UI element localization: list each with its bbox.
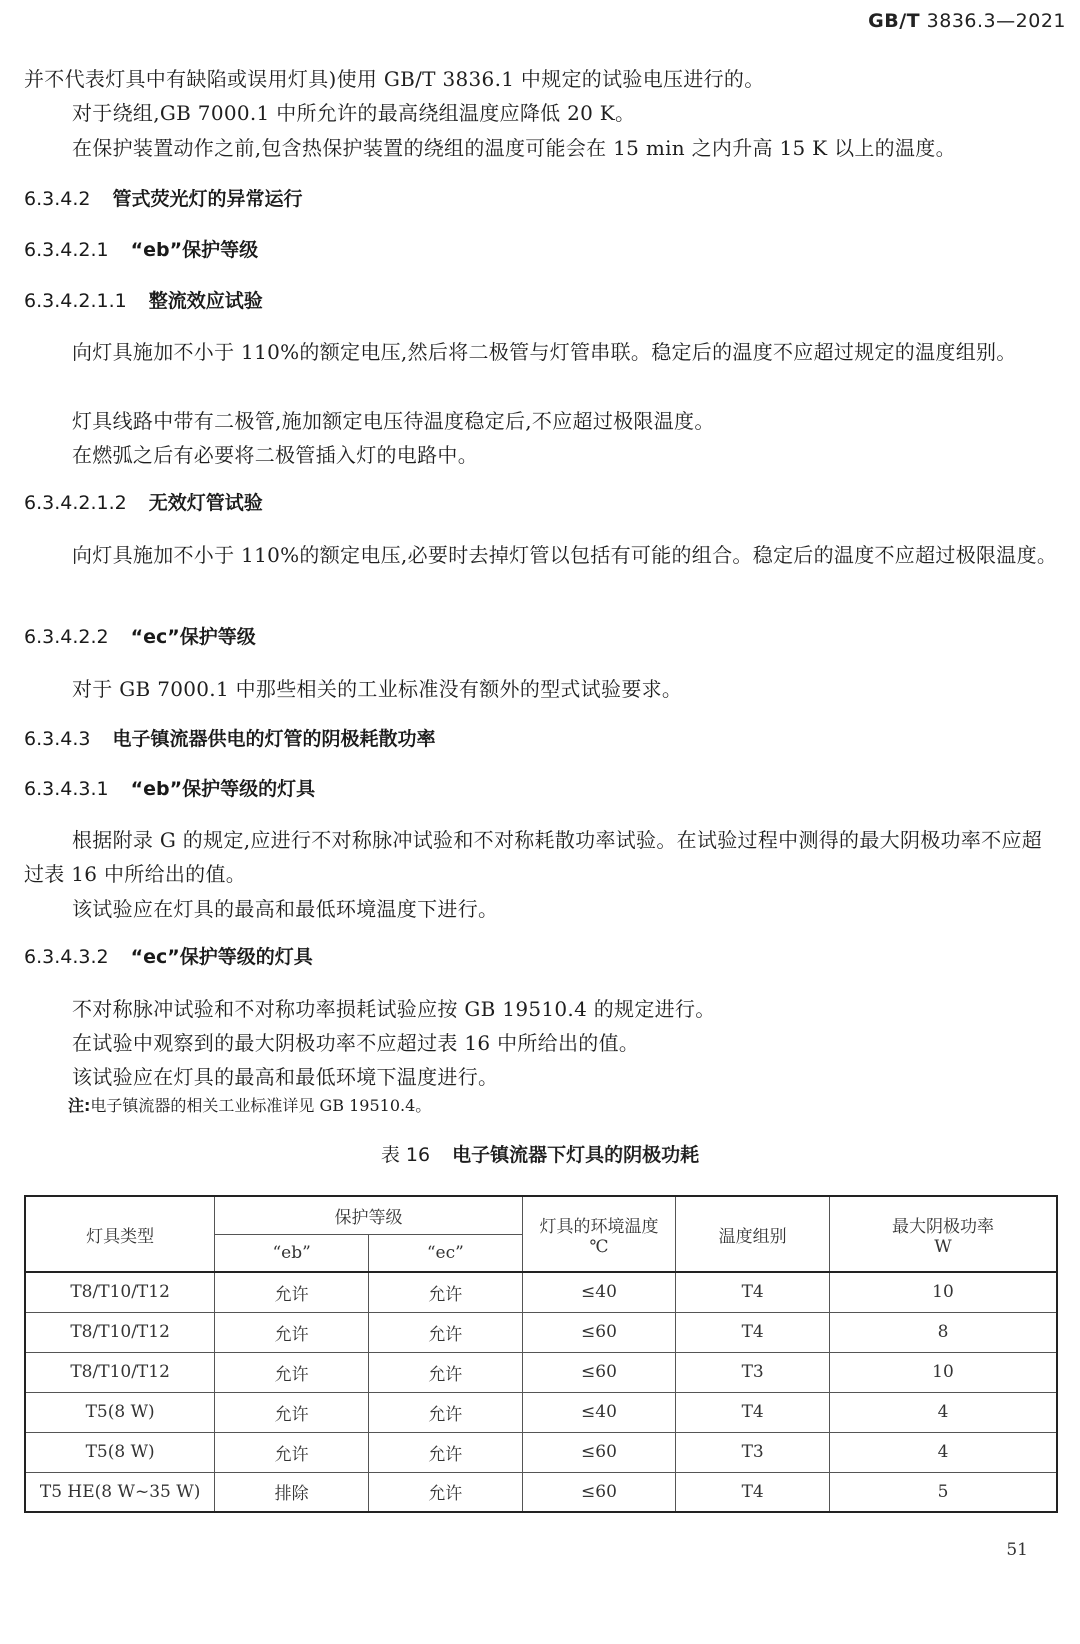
cell-temp-class: T4 xyxy=(676,1312,830,1352)
paragraph: 该试验应在灯具的最高和最低环境温度下进行。 xyxy=(72,897,499,921)
cell-max-power: 4 xyxy=(830,1432,1058,1472)
header-max-power-unit: W xyxy=(934,1236,952,1257)
header-max-power-label: 最大阴极功率 xyxy=(892,1216,994,1237)
cell-ec: 允许 xyxy=(368,1272,522,1312)
standard-code: GB/T xyxy=(868,10,921,32)
header-max-power xyxy=(830,1196,1058,1272)
cell-lamp-type: T8/T10/T12 xyxy=(25,1272,215,1312)
section-title: “ec”保护等级的灯具 xyxy=(130,946,313,968)
cell-ambient-temp: ≤60 xyxy=(522,1472,676,1512)
cell-lamp-type: T5 HE(8 W~35 W) xyxy=(25,1472,215,1512)
header-ec: “ec” xyxy=(368,1234,522,1272)
cell-temp-class: T4 xyxy=(676,1272,830,1312)
section-number: 6.3.4.2.1.2 xyxy=(24,492,127,514)
cell-ambient-temp: ≤60 xyxy=(522,1352,676,1392)
cell-eb: 允许 xyxy=(215,1312,369,1352)
paragraph: 向灯具施加不小于 110%的额定电压,然后将二极管与灯管串联。稳定后的温度不应超过规定的温度组别。 xyxy=(72,340,1017,364)
cell-lamp-type: T8/T10/T12 xyxy=(25,1352,215,1392)
cell-max-power: 4 xyxy=(830,1392,1058,1432)
note-text: 电子镇流器的相关工业标准详见 GB 19510.4。 xyxy=(90,1096,432,1115)
header-temp-class: 温度组别 xyxy=(676,1196,830,1272)
note-label: 注: xyxy=(68,1096,91,1115)
section-heading xyxy=(24,774,315,804)
paragraph: 在保护装置动作之前,包含热保护装置的绕组的温度可能会在 15 min 之内升高 15 K 以上的温度。 xyxy=(72,136,956,160)
cell-temp-class: T3 xyxy=(676,1432,830,1472)
paragraph: 灯具线路中带有二极管,施加额定电压待温度稳定后,不应超过极限温度。 xyxy=(72,409,715,433)
section-heading xyxy=(24,724,436,754)
table-row xyxy=(25,1352,1057,1392)
table-caption xyxy=(0,1140,1080,1170)
section-heading xyxy=(24,942,313,972)
cell-eb: 允许 xyxy=(215,1392,369,1432)
paragraph: 向灯具施加不小于 110%的额定电压,必要时去掉灯管以包括有可能的组合。稳定后的温度不应超过极限温度。 xyxy=(72,543,1058,567)
section-title: “eb”保护等级 xyxy=(130,239,259,261)
section-number: 6.3.4.2.1 xyxy=(24,239,109,261)
section-title: 电子镇流器供电的灯管的阴极耗散功率 xyxy=(112,728,436,750)
cell-ambient-temp: ≤60 xyxy=(522,1432,676,1472)
paragraph: 对于绕组,GB 7000.1 中所允许的最高绕组温度应降低 20 K。 xyxy=(72,101,636,125)
cell-temp-class: T4 xyxy=(676,1392,830,1432)
section-heading xyxy=(24,286,263,316)
cell-lamp-type: T5(8 W) xyxy=(25,1432,215,1472)
standard-header xyxy=(868,10,1066,32)
section-number: 6.3.4.3.2 xyxy=(24,946,109,968)
cell-ec: 允许 xyxy=(368,1352,522,1392)
cell-ec: 允许 xyxy=(368,1392,522,1432)
cell-eb: 允许 xyxy=(215,1432,369,1472)
section-number: 6.3.4.3.1 xyxy=(24,778,109,800)
table-title: 电子镇流器下灯具的阴极功耗 xyxy=(452,1144,700,1166)
header-ambient-temp xyxy=(522,1196,676,1272)
cell-lamp-type: T8/T10/T12 xyxy=(25,1312,215,1352)
table-row xyxy=(25,1432,1057,1472)
paragraph: 并不代表灯具中有缺陷或误用灯具)使用 GB/T 3836.1 中规定的试验电压进行的。 xyxy=(24,67,765,91)
paragraph: 对于 GB 7000.1 中那些相关的工业标准没有额外的型式试验要求。 xyxy=(72,677,683,701)
cell-max-power: 10 xyxy=(830,1352,1058,1392)
header-lamp-type: 灯具类型 xyxy=(25,1196,215,1272)
cell-temp-class: T3 xyxy=(676,1352,830,1392)
cell-ec: 允许 xyxy=(368,1472,522,1512)
header-protection-level: 保护等级 xyxy=(215,1196,522,1234)
table-number: 表 16 xyxy=(380,1144,431,1166)
paragraph: 根据附录 G 的规定,应进行不对称脉冲试验和不对称耗散功率试验。在试验过程中测得的最大阴极功率不应超过表 16 中所给出的值。 xyxy=(24,828,1043,886)
section-number: 6.3.4.2.2 xyxy=(24,626,109,648)
table-row xyxy=(25,1272,1057,1312)
section-title: “eb”保护等级的灯具 xyxy=(130,778,316,800)
paragraph: 该试验应在灯具的最高和最低环境下温度进行。 xyxy=(72,1065,499,1089)
standard-number: 3836.3—2021 xyxy=(926,10,1066,32)
cathode-power-table xyxy=(24,1195,1058,1513)
section-number: 6.3.4.2 xyxy=(24,188,91,210)
section-heading xyxy=(24,184,303,214)
header-eb: “eb” xyxy=(215,1234,369,1272)
page-number: 51 xyxy=(1006,1540,1028,1560)
cell-eb: 排除 xyxy=(215,1472,369,1512)
section-heading xyxy=(24,488,263,518)
table-row xyxy=(25,1312,1057,1352)
cell-eb: 允许 xyxy=(215,1352,369,1392)
cell-lamp-type: T5(8 W) xyxy=(25,1392,215,1432)
cell-max-power: 8 xyxy=(830,1312,1058,1352)
cell-eb: 允许 xyxy=(215,1272,369,1312)
paragraph: 在燃弧之后有必要将二极管插入灯的电路中。 xyxy=(72,443,478,467)
cell-temp-class: T4 xyxy=(676,1472,830,1512)
header-ambient-temp-label: 灯具的环境温度 xyxy=(539,1216,659,1237)
section-number: 6.3.4.3 xyxy=(24,728,91,750)
table-row xyxy=(25,1472,1057,1512)
note xyxy=(68,1093,431,1119)
header-ambient-temp-unit: ℃ xyxy=(589,1236,609,1257)
paragraph: 在试验中观察到的最大阴极功率不应超过表 16 中所给出的值。 xyxy=(72,1031,640,1055)
section-number: 6.3.4.2.1.1 xyxy=(24,290,127,312)
section-title: “ec”保护等级 xyxy=(130,626,256,648)
section-title: 整流效应试验 xyxy=(148,290,263,312)
cell-ec: 允许 xyxy=(368,1432,522,1472)
cell-ambient-temp: ≤40 xyxy=(522,1272,676,1312)
section-heading xyxy=(24,235,258,265)
cell-ec: 允许 xyxy=(368,1312,522,1352)
cell-ambient-temp: ≤40 xyxy=(522,1392,676,1432)
cell-ambient-temp: ≤60 xyxy=(522,1312,676,1352)
paragraph: 不对称脉冲试验和不对称功率损耗试验应按 GB 19510.4 的规定进行。 xyxy=(72,997,716,1021)
section-title: 无效灯管试验 xyxy=(148,492,263,514)
cell-max-power: 5 xyxy=(830,1472,1058,1512)
cell-max-power: 10 xyxy=(830,1272,1058,1312)
section-title: 管式荧光灯的异常运行 xyxy=(112,188,303,210)
section-heading xyxy=(24,622,256,652)
table-row xyxy=(25,1392,1057,1432)
